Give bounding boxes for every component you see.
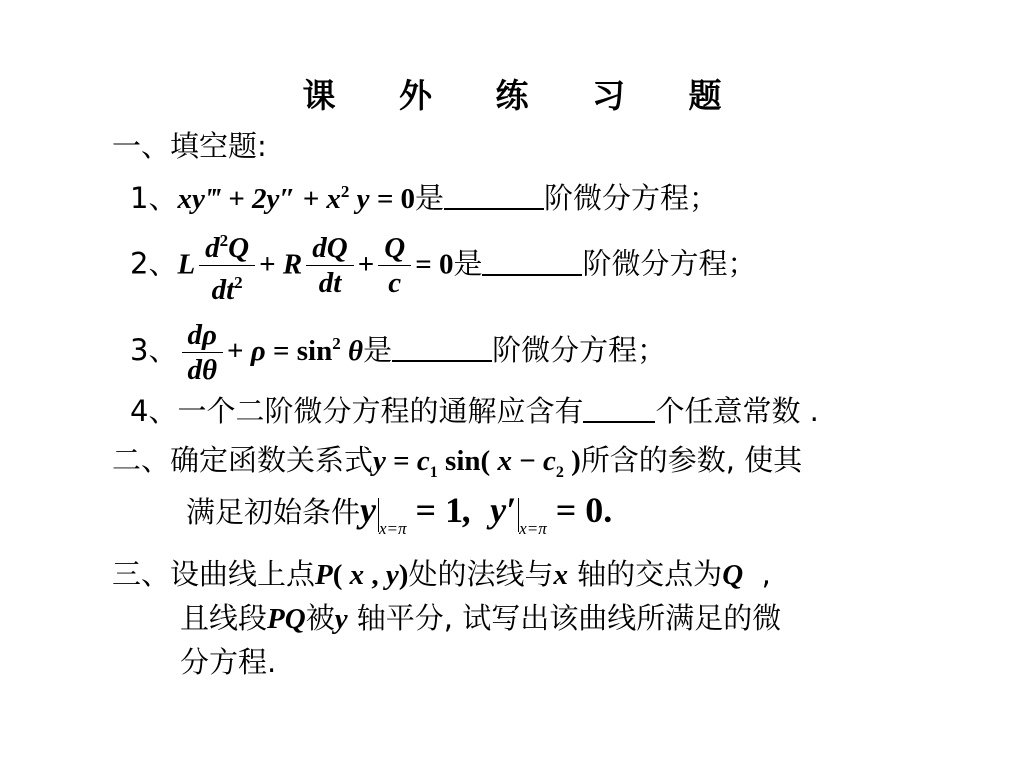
section-2-line-1 [112, 442, 802, 491]
exercise-item-2 [130, 224, 757, 307]
item-3-index: 3、 [130, 333, 178, 367]
item-2-tail: 阶微分方程； [582, 246, 757, 281]
section-3-line-1: 三、设曲线上点P( x , y)处的法线与x 轴的交点为Q , [112, 557, 771, 591]
answer-blank-4[interactable] [583, 399, 655, 423]
condition-equals-1: = 1, y′ [415, 490, 517, 530]
section-2-heading-tail: 所含的参数, 使其 [580, 443, 803, 477]
condition-y: y [360, 490, 376, 530]
section-2-line-2 [186, 492, 612, 547]
section-3-line-2-prefix: 且线段 [180, 601, 268, 635]
eval-subscript-1: x=π [379, 519, 407, 538]
condition-equals-2: = 0. [555, 490, 613, 530]
symbol-L: L [177, 248, 196, 281]
item-2-index: 2、 [130, 246, 178, 281]
fraction-dQ-dt: $\frac{dQ}{dt}$ [306, 231, 353, 300]
condition-value-2: 0 [585, 490, 604, 530]
item-3-suffix: 是 [363, 333, 393, 367]
section-3-mid-1: 处的法线与 [408, 557, 554, 591]
answer-blank-1[interactable] [444, 186, 544, 210]
item-1-suffix: 是 [415, 181, 445, 215]
answer-blank-2[interactable] [482, 252, 582, 276]
section-1-heading-text: 一、填空题: [112, 129, 267, 163]
section-3-line-3-text: 分方程. [180, 645, 277, 679]
symbol-y-axis: y [334, 603, 348, 635]
equals-zero-2: = 0 [415, 248, 454, 281]
function-relation: $y = c_1$ sin( $x - c_2$ ) [373, 445, 581, 481]
page-title: 课 外 练 习 题 [302, 76, 748, 115]
fraction-Q-c: $\frac{Q}{c}$ [378, 231, 411, 300]
answer-blank-3[interactable] [392, 338, 492, 362]
section-3-line-2 [180, 600, 781, 637]
condition-value-1: 1 [445, 490, 464, 530]
item-2-suffix: 是 [453, 246, 483, 281]
item-1-index: 1、 [130, 181, 178, 215]
segment-PQ: PQ [267, 603, 306, 635]
item-4-index: 4、 [130, 394, 178, 428]
section-3-prefix: 三、设曲线上点 [112, 557, 316, 591]
fraction-d2Q-dt2: $\frac{d^2Q}{dt^2}$ [199, 224, 255, 307]
exercise-item-3 [130, 306, 666, 389]
item-4-text: 一个二阶微分方程的通解应含有 [177, 394, 584, 428]
eval-subscript-2: x=π [519, 519, 547, 538]
section-3-line-2-mid: 被 [305, 601, 335, 635]
item-4-tail: 个任意常数 . [655, 394, 819, 428]
item-3-tail: 阶微分方程； [492, 333, 667, 367]
symbol-plus: + [357, 248, 375, 281]
section-3-mid-2: 轴的交点为 [567, 557, 723, 591]
section-2-heading: 二、确定函数关系式 [112, 443, 374, 477]
section-3-line-2-tail: 轴平分, 试写出该曲线所满足的微 [347, 601, 782, 635]
exercise-item-4 [130, 393, 819, 429]
symbol-x-axis: x [553, 559, 568, 591]
point-Q: Q [722, 559, 744, 591]
symbol-plus-R: + R [259, 248, 303, 281]
section-3-line-3 [180, 644, 276, 680]
exercise-item-1 [130, 174, 718, 217]
fraction-drho-dtheta: $\frac{d\rho}{d\theta}$ [181, 318, 223, 387]
equation-3-rhs: + $\rho = \sin^2 \theta$ [227, 334, 364, 367]
equation-1: xy‴ + $2y'' + x^2$ y = 0 [177, 182, 416, 215]
section-2-condition-prefix: 满足初始条件 [186, 495, 361, 529]
point-P: P( x , y) [315, 559, 409, 591]
section-1-heading [112, 128, 267, 164]
item-1-tail: 阶微分方程； [544, 181, 719, 215]
